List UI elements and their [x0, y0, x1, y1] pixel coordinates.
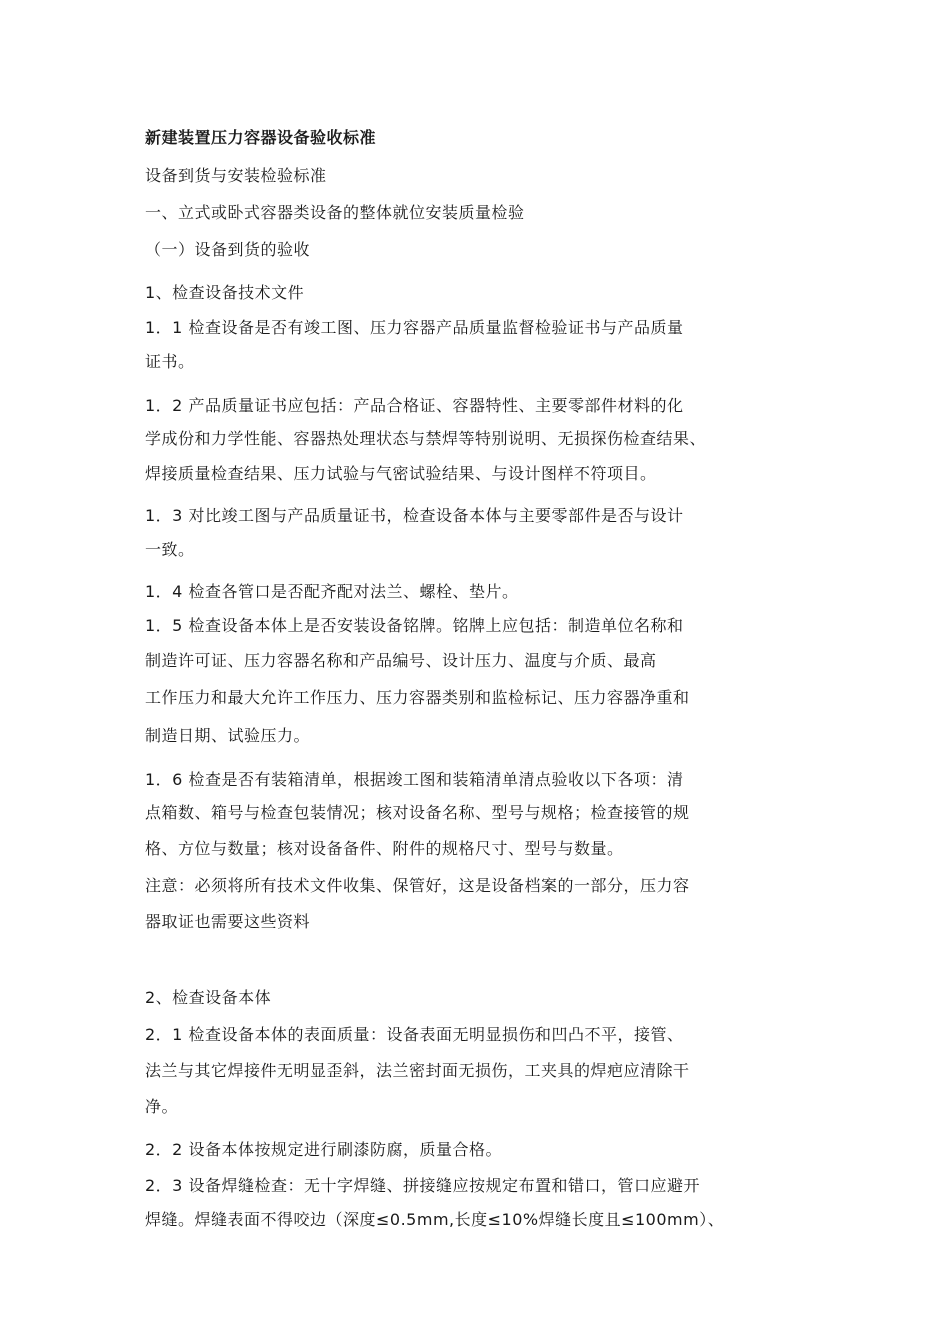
paragraph-line: 格、方位与数量；核对设备备件、附件的规格尺寸、型号与数量。	[145, 839, 624, 858]
paragraph-line: 点箱数、箱号与检查包装情况；核对设备名称、型号与规格；检查接管的规	[145, 803, 690, 822]
paragraph-line: 1．5 检查设备本体上是否安装设备铭牌。铭牌上应包括：制造单位名称和	[145, 616, 684, 635]
paragraph-line: 焊接质量检查结果、压力试验与气密试验结果、与设计图样不符项目。	[145, 464, 657, 483]
paragraph-line: 证书。	[145, 352, 195, 371]
paragraph-line: 2．3 设备焊缝检查：无十字焊缝、拼接缝应按规定布置和错口，管口应避开	[145, 1176, 700, 1195]
section-heading: 设备到货与安装检验标准	[145, 166, 327, 185]
note-line: 注意：必须将所有技术文件收集、保管好，这是设备档案的一部分，压力容	[145, 876, 690, 895]
paragraph-line: 2．1 检查设备本体的表面质量：设备表面无明显损伤和凹凸不平，接管、	[145, 1025, 684, 1044]
paragraph-line: 制造许可证、压力容器名称和产品编号、设计压力、温度与介质、最高	[145, 651, 657, 670]
subsection-heading: （一）设备到货的验收	[145, 240, 311, 259]
paragraph-line: 法兰与其它焊接件无明显歪斜，法兰密封面无损伤，工夹具的焊疤应清除干	[145, 1061, 690, 1080]
note-line: 器取证也需要这些资料	[145, 912, 311, 931]
paragraph-line: 制造日期、试验压力。	[145, 726, 311, 745]
paragraph-line: 工作压力和最大允许工作压力、压力容器类别和监检标记、压力容器净重和	[145, 688, 690, 707]
paragraph-line: 1．2 产品质量证书应包括：产品合格证、容器特性、主要零部件材料的化	[145, 396, 684, 415]
paragraph-line: 2．2 设备本体按规定进行刷漆防腐，质量合格。	[145, 1140, 502, 1159]
item-heading: 1、检查设备技术文件	[145, 283, 305, 302]
paragraph-line: 焊缝。焊缝表面不得咬边（深度≤0.5mm,长度≤10%焊缝长度且≤100mm）、	[145, 1210, 725, 1229]
paragraph-line: 净。	[145, 1097, 179, 1116]
item-heading: 2、检查设备本体	[145, 988, 272, 1007]
paragraph-line: 学成份和力学性能、容器热处理状态与禁焊等特别说明、无损探伤检查结果、	[145, 429, 707, 448]
paragraph-line: 一致。	[145, 540, 195, 559]
paragraph-line: 1．3 对比竣工图与产品质量证书，检查设备本体与主要零部件是否与设计	[145, 506, 684, 525]
paragraph-line: 1．1 检查设备是否有竣工图、压力容器产品质量监督检验证书与产品质量	[145, 318, 684, 337]
paragraph-line: 1．4 检查各管口是否配齐配对法兰、螺栓、垫片。	[145, 582, 519, 601]
section-heading: 一、立式或卧式容器类设备的整体就位安装质量检验	[145, 203, 525, 222]
document-title: 新建装置压力容器设备验收标准	[145, 128, 377, 147]
paragraph-line: 1．6 检查是否有装箱清单，根据竣工图和装箱清单清点验收以下各项：清	[145, 770, 684, 789]
